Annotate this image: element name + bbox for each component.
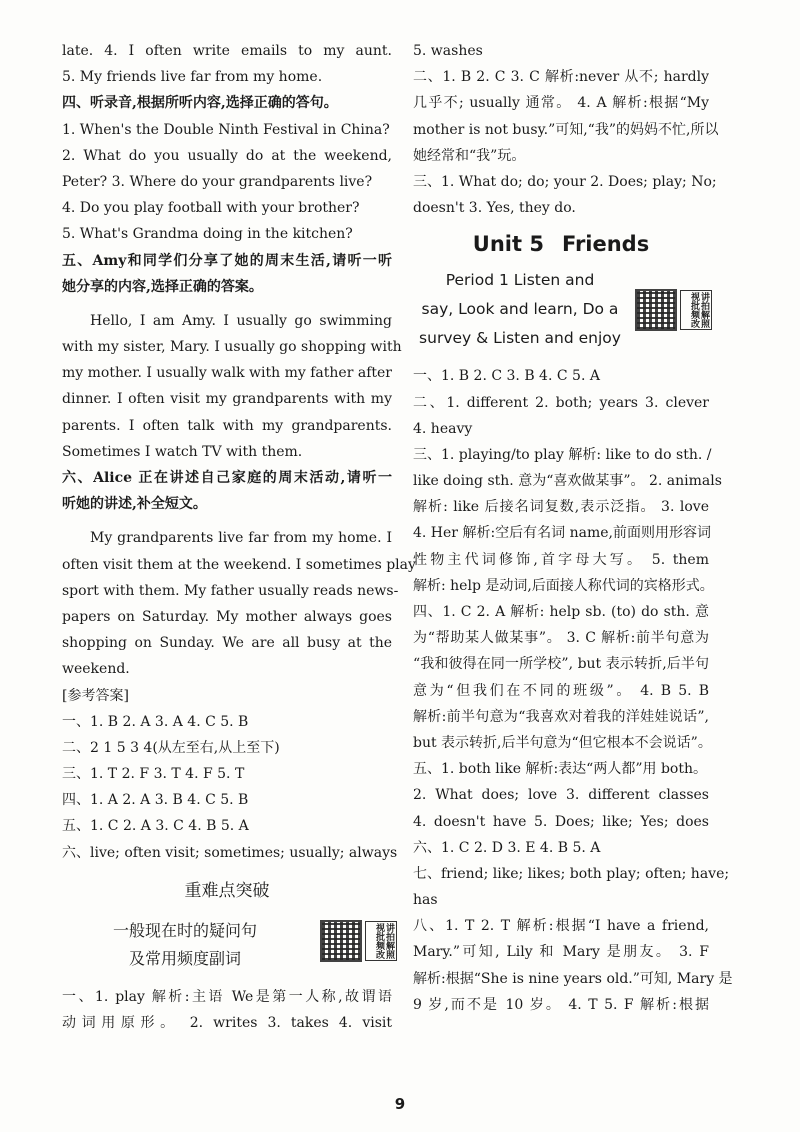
answer-line: 解析:前半句意为“我喜欢对着我的洋娃娃说话”, bbox=[413, 708, 709, 725]
text-line: 5. My friends live far from my home. bbox=[62, 69, 323, 86]
qr-label: 讲拍解照视批频改 bbox=[680, 290, 712, 330]
answer-line: 几乎不; usually 通常。 4. A 解析:根据“My bbox=[413, 95, 709, 112]
answer-line: 四、1. A 2. A 3. B 4. C 5. B bbox=[62, 792, 249, 809]
answer-line: 4. Her 解析:空后有名词 name,前面则用形容词 bbox=[413, 525, 711, 542]
answer-line: 解析: like 后接名词复数,表示泛指。 3. love bbox=[413, 499, 709, 516]
unit-name: Friends bbox=[561, 232, 650, 257]
answer-line: 她经常和“我”玩。 bbox=[413, 147, 526, 164]
page-number: 9 bbox=[394, 1095, 406, 1113]
answer-line: has bbox=[413, 892, 438, 909]
section-title: 听她的讲述,补全短文。 bbox=[62, 496, 207, 513]
section-title: 她分享的内容,选择正确的答案。 bbox=[62, 278, 263, 295]
section-title: 六、Alice 正在讲述自己家庭的周末活动,请听一 bbox=[62, 470, 392, 486]
period-heading bbox=[413, 269, 709, 363]
text-line: 5. What's Grandma doing in the kitchen? bbox=[62, 226, 353, 243]
answer-line: 为“帮助某人做某事”。 3. C 解析:前半句意为 bbox=[413, 630, 709, 647]
answer-key-title: [参考答案] bbox=[62, 687, 129, 704]
answer-line: 一、1. play 解析:主语 We是第一人称,故谓语 bbox=[62, 988, 392, 1005]
passage-line: parents. I often talk with my grandparents. bbox=[62, 417, 392, 434]
qr-code-block[interactable] bbox=[320, 920, 397, 962]
passage-line: shopping on Sunday. We are all busy at the bbox=[62, 635, 392, 652]
unit-label: Unit 5 bbox=[472, 232, 544, 257]
answer-line: 解析:根据“She is nine years old.”可知, Mary 是 bbox=[413, 970, 733, 987]
answer-line: “我和彼得在同一所学校”, but 表示转折,后半句 bbox=[413, 656, 709, 673]
answer-line: 二、2 1 5 3 4(从左至右,从上至下) bbox=[62, 739, 280, 756]
qr-code-icon[interactable] bbox=[320, 920, 362, 962]
period-title-line: survey & Listen and enjoy bbox=[419, 329, 621, 348]
passage-line: my mother. I usually walk with my father after bbox=[62, 365, 392, 382]
answer-line: mother is not busy.”可知,“我”的妈妈不忙,所以 bbox=[413, 121, 719, 138]
answer-line: 四、1. C 2. A 解析: help sb. (to) do sth. 意 bbox=[413, 604, 709, 620]
qr-code-icon[interactable] bbox=[635, 289, 677, 331]
answer-line: Mary.”可知, Lily 和 Mary 是朋友。 3. F bbox=[413, 944, 709, 961]
answer-line: 三、1. What do; do; your 2. Does; play; No; bbox=[413, 173, 717, 190]
answer-line: 二、1. B 2. C 3. C 解析:never 从不; hardly bbox=[413, 69, 709, 86]
answer-line: 六、live; often visit; sometimes; usually; always bbox=[62, 844, 398, 861]
answer-line: 性物主代词修饰,首字母大写。 5. them bbox=[413, 551, 709, 568]
answer-line: 六、1. C 2. D 3. E 4. B 5. A bbox=[413, 839, 601, 856]
text-line: 4. Do you play football with your brother? bbox=[62, 200, 360, 217]
answer-line: 意为“但我们在不同的班级”。 4. B 5. B bbox=[413, 682, 709, 699]
qr-code-block[interactable] bbox=[635, 289, 712, 331]
passage-line: My grandparents live far from my home. I bbox=[90, 530, 392, 547]
passage-line: often visit them at the weekend. I sometimes play bbox=[62, 556, 416, 573]
answer-line: 二、1. different 2. both; years 3. clever bbox=[413, 394, 709, 411]
answer-line: 9 岁,而不是 10 岁。 4. T 5. F 解析:根据 bbox=[413, 996, 709, 1013]
right-column bbox=[413, 38, 733, 1018]
answer-line: 一、1. B 2. A 3. A 4. C 5. B bbox=[62, 713, 249, 730]
answer-line: 五、1. both like 解析:表达“两人都”用 both。 bbox=[413, 761, 707, 778]
section-title: 四、听录音,根据所听内容,选择正确的答句。 bbox=[62, 95, 338, 112]
answer-line: 解析: help 是动词,后面接人称代词的宾格形式。 bbox=[413, 577, 714, 594]
passage-line: sport with them. My father usually reads news- bbox=[62, 582, 399, 599]
left-column bbox=[62, 38, 416, 1036]
qr-label: 讲拍解照视批频改 bbox=[365, 921, 397, 961]
topic-heading bbox=[62, 914, 392, 978]
answer-line: 五、1. C 2. A 3. C 4. B 5. A bbox=[62, 818, 249, 835]
answer-line: 三、1. playing/to play 解析: like to do sth. / bbox=[413, 446, 712, 463]
answer-line: 一、1. B 2. C 3. B 4. C 5. A bbox=[413, 368, 600, 385]
topic-title-line: 及常用频度副词 bbox=[128, 948, 241, 968]
passage-line: weekend. bbox=[62, 661, 130, 678]
answer-line: but 表示转折,后半句意为“但它根本不会说话”。 bbox=[413, 734, 712, 751]
passage-line: dinner. I often visit my grandparents with my bbox=[62, 391, 392, 408]
passage-line: with my sister, Mary. I usually go shopping with bbox=[62, 339, 402, 356]
answer-line: doesn't 3. Yes, they do. bbox=[413, 200, 576, 217]
passage-line: Hello, I am Amy. I usually go swimming bbox=[90, 312, 392, 329]
answer-line: 2. What does; love 3. different classes bbox=[413, 787, 709, 804]
passage-line: Sometimes I watch TV with them. bbox=[62, 443, 303, 460]
section-heading: 重难点突破 bbox=[184, 880, 270, 901]
answer-line: 4. doesn't have 5. Does; like; Yes; does bbox=[413, 813, 709, 830]
answer-line: 动词用原形。 2. writes 3. takes 4. visit bbox=[62, 1015, 392, 1031]
text-line: 2. What do you usually do at the weekend, bbox=[62, 147, 392, 164]
answer-line: like doing sth. 意为“喜欢做某事”。 2. animals bbox=[413, 473, 722, 490]
period-title-line: say, Look and learn, Do a bbox=[421, 300, 619, 319]
answer-line: 八、1. T 2. T 解析:根据“I have a friend, bbox=[413, 918, 709, 935]
answer-line: 5. washes bbox=[413, 43, 483, 59]
section-title: 五、Amy和同学们分享了她的周末生活,请听一听 bbox=[62, 252, 392, 269]
text-line: late. 4. I often write emails to my aunt. bbox=[62, 43, 392, 59]
text-line: Peter? 3. Where do your grandparents live? bbox=[62, 173, 373, 190]
answer-line: 三、1. T 2. F 3. T 4. F 5. T bbox=[62, 766, 245, 783]
topic-title-line: 一般现在时的疑问句 bbox=[112, 920, 257, 940]
text-line: 1. When's the Double Ninth Festival in China? bbox=[62, 121, 390, 138]
answer-line: 4. heavy bbox=[413, 420, 473, 437]
passage-line: papers on Saturday. My mother always goes bbox=[62, 608, 392, 625]
period-title-line: Period 1 Listen and bbox=[445, 271, 595, 290]
answer-line: 七、friend; like; likes; both play; often; have; bbox=[413, 865, 730, 882]
unit-title bbox=[413, 227, 709, 261]
